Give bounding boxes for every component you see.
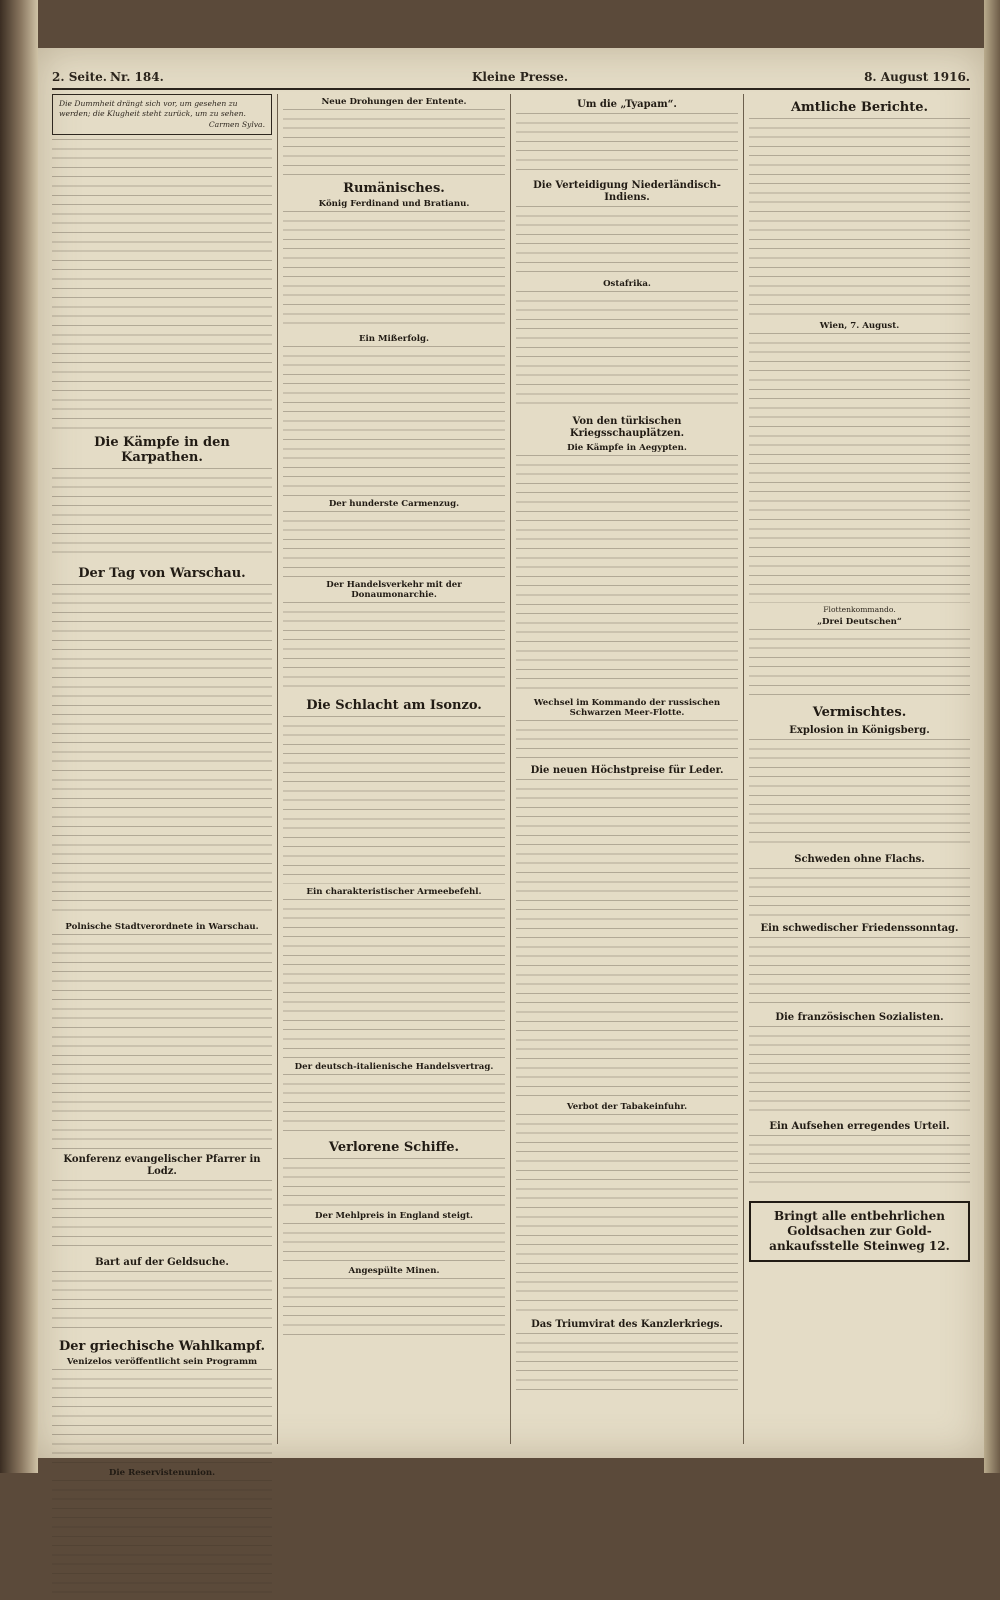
column-3 [516, 94, 738, 1444]
article-subheading: Ein charakteristischer Armeebefehl. [306, 887, 482, 897]
article-text [52, 934, 272, 1149]
ad-line: ankaufsstelle Steinweg 12. [769, 1239, 950, 1254]
article-text [516, 1114, 738, 1314]
article-subheading: Wien, 7. August. [819, 321, 900, 331]
article-text [516, 720, 738, 760]
article-subheading: Venizelos veröffentlicht sein Programm [66, 1356, 258, 1367]
column-rule [277, 94, 278, 1444]
article-subheading: Die Kämpfe in Aegypten. [567, 443, 687, 453]
article-text [283, 1158, 505, 1208]
column-1 [52, 94, 272, 1478]
article-subheading: König Ferdinand und Bratianu. [318, 199, 470, 209]
article-text [749, 118, 970, 318]
article-subheading: Ein Mißerfolg. [358, 334, 430, 344]
article-text [52, 584, 272, 919]
page-header [52, 68, 970, 90]
article-text [52, 468, 272, 560]
article-heading: Die Verteidigung Niederländisch-Indiens. [533, 180, 721, 203]
article-text [749, 1026, 970, 1116]
motto-author: Carmen Sylva. [208, 120, 265, 129]
paper-title: Kleine Presse. [472, 70, 569, 84]
article-heading: Um die „Tyapam“. [577, 99, 677, 110]
article-text [516, 455, 738, 695]
page-edge [984, 0, 1000, 1473]
motto-box [52, 94, 272, 135]
column-4 [749, 94, 970, 1444]
ad-line: Bringt alle entbehrlichen [773, 1209, 946, 1224]
article-heading: Neue Drohungen der Entente. [321, 97, 467, 107]
article-heading: Die neuen Höchstpreise für Leder. [530, 765, 724, 776]
page-label: 2. Seite. [52, 70, 107, 84]
article-heading: Vermischtes. [812, 705, 907, 721]
article-subheading: Ein Aufsehen erregendes Urteil. [769, 1121, 950, 1133]
article-text [516, 291, 738, 411]
article-subheading: Ein schwedischer Friedenssonntag. [760, 923, 959, 935]
article-subheading: Ostafrika. [603, 279, 651, 289]
column-rule [510, 94, 511, 1444]
article-subheading: Der hunderste Carmenzug. [328, 499, 460, 509]
article-heading: Das Triumvirat des Kanzlerkriegs. [531, 1319, 723, 1330]
article-subheading: Die französischen Sozialisten. [775, 1012, 944, 1024]
book-binding [0, 0, 38, 1473]
article-text [283, 511, 505, 577]
article-heading: Von den türkischen Kriegsschauplätzen. [569, 416, 685, 439]
article-subheading: Polnische Stadtverordnete in Warschau. [65, 921, 259, 932]
article-text [749, 629, 970, 699]
article-text [749, 333, 970, 603]
article-text [52, 1369, 272, 1465]
article-text [516, 1333, 738, 1393]
article-text [283, 899, 505, 1059]
column-rule [743, 94, 744, 1444]
article-text [283, 716, 505, 884]
article-text [283, 1223, 505, 1263]
article-subheading: Der deutsch-italienische Handelsvertrag. [294, 1062, 494, 1072]
article-text [283, 1278, 505, 1338]
article-text [283, 346, 505, 496]
article-heading: Amtliche Berichte. [790, 100, 929, 115]
signature-line: Flottenkommando. [823, 605, 896, 614]
article-text [52, 139, 272, 429]
article-heading: Rumänisches. [343, 181, 445, 196]
article-text [52, 1480, 272, 1600]
article-text [516, 779, 738, 1099]
newspaper-page [38, 48, 984, 1478]
issue-number: Nr. 184. [110, 70, 164, 84]
motto-text: Die Dummheit drängt sich vor, um gesehen zu werden; die Klugheit steht zurück, um zu sehen. [59, 99, 246, 118]
article-text [516, 113, 738, 175]
article-heading: Der Tag von Warschau. [78, 565, 246, 581]
article-text [52, 1271, 272, 1333]
article-text [516, 206, 738, 276]
article-heading: Die Kämpfe in den Karpathen. [94, 434, 230, 465]
article-subheading: Die Reservistenunion. [108, 1467, 216, 1478]
article-subheading: „Drei Deutschen“ [817, 617, 902, 628]
article-heading: Die Schlacht am Isonzo. [306, 698, 482, 713]
article-heading: Verlorene Schiffe. [328, 1140, 460, 1155]
article-text [749, 739, 970, 849]
article-text [52, 1180, 272, 1252]
article-heading: Bart auf der Geldsuche. [95, 1256, 229, 1268]
article-subheading: Wechsel im Kommando der russischen Schwarzen Meer-Flotte. [533, 698, 721, 718]
article-text [283, 1074, 505, 1134]
article-subheading: Der Mehlpreis in England steigt. [315, 1211, 473, 1221]
ad-line: Goldsachen zur Gold- [787, 1224, 932, 1239]
article-subheading: Der Handelsverkehr mit der Donaumonarchie. [326, 580, 462, 600]
article-text [749, 868, 970, 918]
article-text [749, 937, 970, 1007]
article-heading: Konferenz evangelischer Pfarrer in Lodz. [63, 1153, 261, 1177]
article-text [283, 602, 505, 692]
article-text [283, 211, 505, 331]
article-subheading: Angespülte Minen. [348, 1266, 440, 1276]
article-text [749, 1135, 970, 1191]
article-text [283, 109, 505, 175]
article-subheading: Schweden ohne Flachs. [794, 854, 925, 866]
gold-advertisement [749, 1201, 970, 1262]
article-subheading: Explosion in Königsberg. [789, 725, 930, 737]
article-subheading: Verbot der Tabakeinfuhr. [566, 1102, 688, 1112]
issue-date: 8. August 1916. [864, 70, 970, 84]
column-2 [283, 94, 505, 1444]
article-heading: Der griechische Wahlkampf. [58, 1338, 266, 1354]
